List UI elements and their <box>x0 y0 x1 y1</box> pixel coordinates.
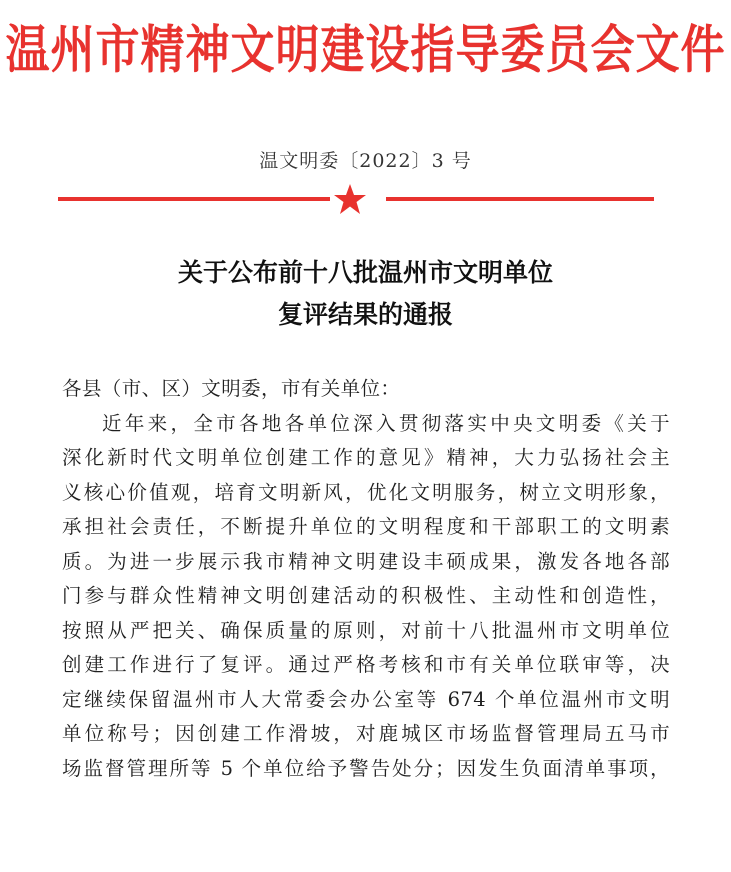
red-star-icon <box>333 182 367 216</box>
document-title <box>0 252 731 336</box>
body-line: 单位称号；因创建工作滑坡，对鹿城区市场监督管理局五马市 <box>62 722 670 745</box>
body-line: 定继续保留温州市人大常委会办公室等 674 个单位温州市文明 <box>62 687 670 711</box>
body-line: 承担社会责任，不断提升单位的文明程度和干部职工的文明素 <box>62 515 670 538</box>
document-body <box>62 372 670 786</box>
body-line: 深化新时代文明单位创建工作的意见》精神，大力弘扬社会主 <box>62 446 670 469</box>
body-line: 按照从严把关、确保质量的原则，对前十八批温州市文明单位 <box>62 618 670 642</box>
body-line: 场监督管理所等 5 个单位给予警告处分；因发生负面清单事项， <box>62 756 670 780</box>
document-masthead: 温州市精神文明建设指导委员会文件 <box>5 20 726 81</box>
body-line: 质。为进一步展示我市精神文明建设丰硕成果，激发各地各部 <box>62 549 670 573</box>
body-line: 门参与群众性精神文明创建活动的积极性、主动性和创造性， <box>62 584 670 607</box>
red-rule-right <box>386 197 654 201</box>
document-number: 温文明委〔2022〕3 号 <box>259 150 472 172</box>
salutation: 各县（市、区）文明委，市有关单位： <box>62 377 401 400</box>
body-line: 创建工作进行了复评。通过严格考核和市有关单位联审等，决 <box>62 653 670 676</box>
title-line-2: 复评结果的通报 <box>277 300 453 329</box>
title-line-1: 关于公布前十八批温州市文明单位 <box>177 258 553 287</box>
body-line: 近年来，全市各地各单位深入贯彻落实中央文明委《关于 <box>102 411 670 435</box>
red-rule-left <box>58 197 330 201</box>
body-line: 义核心价值观，培育文明新风，优化文明服务，树立文明形象， <box>62 480 670 504</box>
